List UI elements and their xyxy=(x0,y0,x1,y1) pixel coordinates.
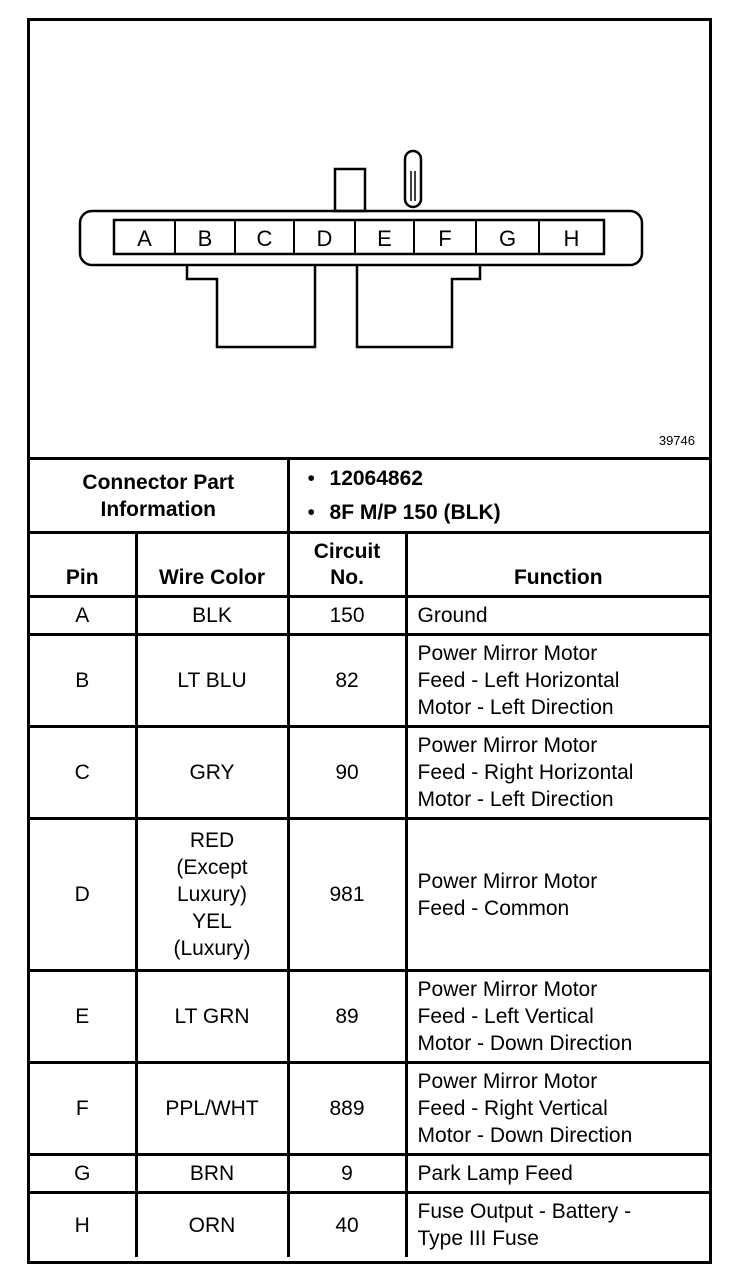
pin-cell: B xyxy=(30,635,136,727)
wire-color-line: Luxury) xyxy=(176,883,248,906)
circuit-cell: 89 xyxy=(288,971,406,1063)
function-line: Feed - Left Horizontal xyxy=(417,669,620,692)
function-line: Feed - Right Horizontal xyxy=(417,761,634,784)
circuit-cell: 981 xyxy=(288,819,406,971)
pin-cell: E xyxy=(30,971,136,1063)
right-housing xyxy=(357,265,480,347)
function-line: Feed - Common xyxy=(417,896,570,920)
circuit-cell: 82 xyxy=(288,635,406,727)
col-wire-color: Wire Color xyxy=(136,533,288,597)
function-cell xyxy=(406,635,709,727)
function-cell xyxy=(406,1193,709,1257)
circuit-cell: 9 xyxy=(288,1155,406,1193)
pin-label-c: C xyxy=(256,226,273,251)
col-circuit-line2: No. xyxy=(330,566,364,589)
function-line: Feed - Right Vertical xyxy=(417,1097,608,1120)
table-row xyxy=(30,727,709,819)
table-row xyxy=(30,971,709,1063)
circuit-cell: 40 xyxy=(288,1193,406,1257)
col-function: Function xyxy=(406,533,709,597)
function-line: Fuse Output - Battery - xyxy=(417,1200,632,1224)
pin-cell: A xyxy=(30,597,136,635)
column-header-row xyxy=(30,533,709,597)
pin-cell: C xyxy=(30,727,136,819)
pin-label-e: E xyxy=(377,226,392,251)
table-row xyxy=(30,635,709,727)
wire-color-cell xyxy=(136,819,288,971)
connector-info-label: Connector Part Information xyxy=(30,459,288,533)
function-line: Power Mirror Motor xyxy=(417,1070,598,1093)
function-line: Motor - Left Direction xyxy=(417,696,614,719)
pin-cell: G xyxy=(30,1155,136,1193)
table-row xyxy=(30,819,709,971)
function-cell xyxy=(406,597,709,635)
wire-color-cell: ORN xyxy=(136,1193,288,1257)
col-circuit-line1: Circuit xyxy=(313,540,381,563)
function-cell xyxy=(406,819,709,971)
table-row xyxy=(30,1155,709,1193)
pin-label-g: G xyxy=(498,226,517,251)
connector-info-items xyxy=(288,459,709,533)
function-cell xyxy=(406,727,709,819)
wire-color-line: (Except xyxy=(176,856,248,879)
pin-label-h: H xyxy=(563,226,580,251)
function-cell xyxy=(406,1063,709,1155)
wire-color-cell: LT GRN xyxy=(136,971,288,1063)
figure-number: 39746 xyxy=(658,433,695,448)
probe-terminal xyxy=(405,151,421,207)
pinout-table xyxy=(30,457,709,1257)
table-row xyxy=(30,597,709,635)
wire-color-line: YEL xyxy=(192,910,232,933)
pin-strip xyxy=(114,220,604,254)
wire-color-cell: BLK xyxy=(136,597,288,635)
pin-label-d: D xyxy=(316,226,333,251)
connector-diagram xyxy=(30,21,709,457)
pin-label-b: B xyxy=(197,226,213,251)
function-line: Ground xyxy=(417,604,488,627)
left-housing xyxy=(187,265,315,347)
wire-color-cell: LT BLU xyxy=(136,635,288,727)
function-line: Motor - Left Direction xyxy=(417,788,614,811)
table-row xyxy=(30,1063,709,1155)
pin-cell: H xyxy=(30,1193,136,1257)
function-line: Type III Fuse xyxy=(417,1227,539,1251)
connector-description: • 8F M/P 150 (BLK) xyxy=(330,496,700,530)
wire-color-cell: PPL/WHT xyxy=(136,1063,288,1155)
col-pin: Pin xyxy=(30,533,136,597)
pin-label-a: A xyxy=(137,226,152,251)
function-line: Power Mirror Motor xyxy=(417,642,598,665)
function-line: Power Mirror Motor xyxy=(417,869,598,893)
function-cell xyxy=(406,1155,709,1193)
pin-cell: D xyxy=(30,819,136,971)
pin-label-f: F xyxy=(438,226,452,251)
wire-color-cell: GRY xyxy=(136,727,288,819)
circuit-cell: 150 xyxy=(288,597,406,635)
wire-color-line: RED xyxy=(189,829,235,852)
pin-cell: F xyxy=(30,1063,136,1155)
circuit-cell: 889 xyxy=(288,1063,406,1155)
function-line: Motor - Down Direction xyxy=(417,1032,633,1055)
connector-sheet xyxy=(27,18,712,1264)
lock-tab xyxy=(335,169,365,211)
connector-drawing xyxy=(30,21,709,457)
col-circuit xyxy=(288,533,406,597)
wire-color-line: (Luxury) xyxy=(173,937,251,960)
connector-info-row xyxy=(30,459,709,533)
function-cell xyxy=(406,971,709,1063)
function-line: Park Lamp Feed xyxy=(417,1162,573,1185)
connector-part-number: • 12064862 xyxy=(330,462,700,496)
wire-color-cell: BRN xyxy=(136,1155,288,1193)
function-line: Feed - Left Vertical xyxy=(417,1005,594,1028)
function-line: Power Mirror Motor xyxy=(417,978,598,1001)
circuit-cell: 90 xyxy=(288,727,406,819)
table-row xyxy=(30,1193,709,1257)
function-line: Power Mirror Motor xyxy=(417,734,598,757)
function-line: Motor - Down Direction xyxy=(417,1124,633,1147)
